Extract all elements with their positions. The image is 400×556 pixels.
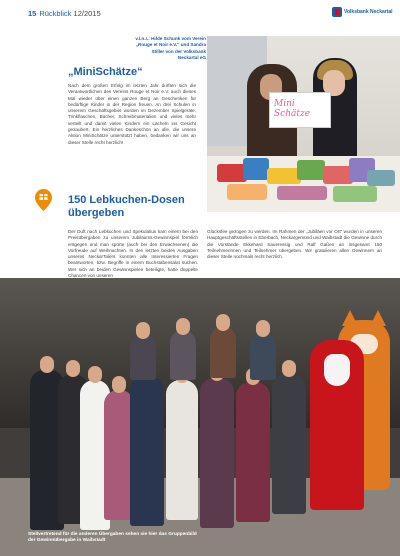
page-number-line: [28, 9, 101, 18]
issue-number: 12/2015: [73, 9, 101, 18]
person: [236, 382, 270, 522]
article1-body: Nach dem großen Erfolg im letzten Jahr durften sich die Verantwortlichen des Vereins Rouge et Noir e.V. auch dieses Mal wieder über einen ganzen Berg an Geschenken für bedürftige Kinder in der Region freuen. An drei Schulen in unserem Geschäftsgebiet wurden im Dezember Spielgeräte, Trinkflaschen, Bücher, Schreibmaterialien und vieles mehr verteilt und damit vielen Kindern ein Lächeln ins Gesicht gezaubert. Ein herzliches Dankeschön an alle, die unsere Aktion MiniSchätze unterstützt haben, bedanken wir uns an dieser Stelle recht herzlich!: [68, 83, 196, 145]
volksbank-logo: [332, 7, 393, 21]
article2-title: 150 Lebkuchen-Dosen übergeben: [68, 194, 185, 219]
sign-text: Mini Schätze: [274, 99, 311, 119]
photo-minischaetze: [207, 36, 400, 212]
person: [166, 380, 198, 520]
minischaetze-sign: [269, 92, 331, 128]
person: [200, 378, 234, 528]
person: [130, 376, 164, 526]
article2-column-right: Glücksfee gezogen zu werden. Im Rahmen der „Jubiläen vor Ort“ wurden in unseren Hauptgeschäftsstellen in Eberbach, Neckargemünd und Waibstadt die Gewinne durch die Vorstände Ekkehard Saueressig und Ralf Gaßen an insgesamt 150 Teilnehmerinnen und Teilnehmer übergeben. Wir gratulieren allen Gewinnern an dieser Stelle nochmals recht herzlich.: [207, 229, 382, 260]
article2-column-left: Der Duft nach Lebkuchen und Spekulatius kam einem bei den Preisübergaben zu unserem Jubiläums-Gewinnspiel förmlich entgegen und man spürte (auch bei den Erwachsenen) die Vorfreude auf Weihnachten. In den letzten beiden Ausgaben unseres NeckarTalers konnten alle Interessierten Fragen beantworten, bzw. Begriffe in einem Buchstabensalat suchen. Wer sich an beiden Gewinnspielen beteiligte, hatte doppelte Chancen von unseren: [68, 229, 198, 279]
person: [250, 332, 276, 380]
person: [272, 374, 306, 514]
gift-location-pin-icon: [35, 189, 52, 211]
photo1-caption: v.l.n.r.: Hilde Schunk vom Verein „Rouge et Noir e.V.“ und Sandra Stiller von der Volksbank Neckartal eG: [135, 36, 206, 60]
person: [170, 330, 196, 380]
section-name: Rückblick: [39, 9, 72, 18]
person: [130, 334, 156, 380]
page-header: [0, 0, 400, 24]
logo-text: Volksbank Neckartal: [344, 9, 393, 15]
volksbank-logo-icon: [332, 7, 342, 17]
group-photo-caption: Stellvertretend für die anderen Übergaben sehen sie hier das Gruppenbild der Gewinnübergabe in Waibstadt: [28, 532, 197, 544]
group-photo-waibstadt: [0, 278, 400, 556]
page-number: 15: [28, 9, 37, 18]
article1-title: „MiniSchätze“: [68, 66, 143, 78]
person: [210, 326, 236, 378]
santa-claus: [310, 340, 364, 510]
gift-table: [207, 156, 400, 212]
